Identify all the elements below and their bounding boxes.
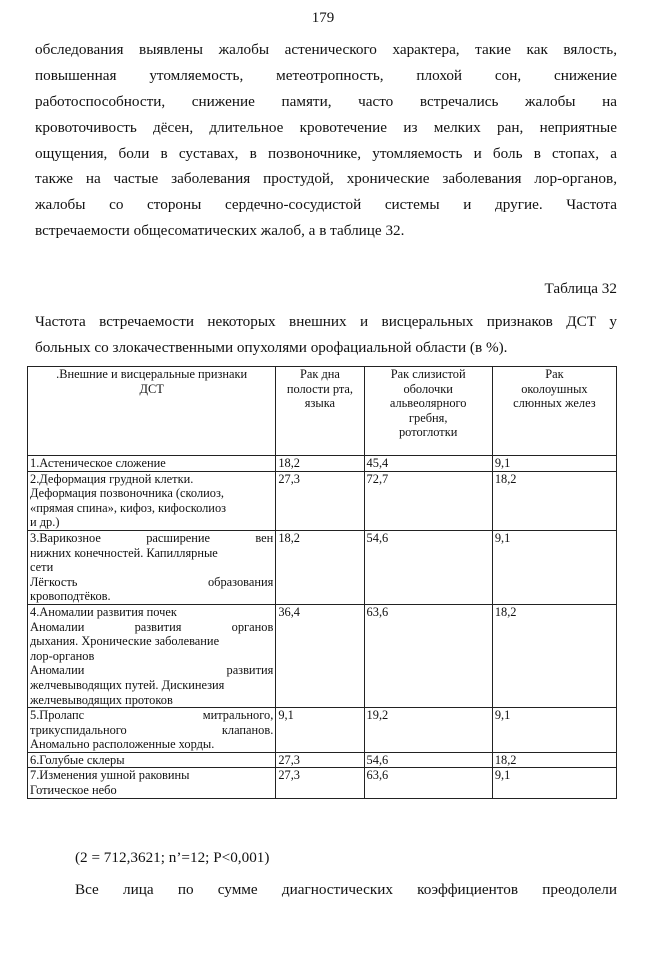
- value-cell: 63,6: [364, 604, 492, 707]
- value-cell: 72,7: [364, 471, 492, 530]
- paragraph-line: встречаемости общесоматических жалоб, а в таблице 32.: [35, 222, 405, 240]
- caption-line: больных со злокачественными опухолями орофациальной области (в %).: [35, 339, 508, 356]
- value-cell: 27,3: [276, 752, 364, 768]
- paragraph-line: обследования выявлены жалобы астенического характера, такие как вялость,: [35, 41, 617, 58]
- header-signs: .Внешние и висцеральные признаки ДСТ: [28, 367, 276, 456]
- value-cell: 18,2: [276, 456, 364, 472]
- table-header-row: [28, 367, 617, 456]
- page-number: 179: [311, 10, 335, 26]
- table-row: [28, 708, 617, 753]
- header-mucosa-cancer: Рак слизистой оболочки альвеолярного гребня, ротоглотки: [364, 367, 492, 456]
- value-cell: 18,2: [492, 752, 616, 768]
- paragraph-line: ощущения, боли в суставах, в позвоночнике, утомляемость и боль в стопах, а: [35, 144, 617, 162]
- table-row: [28, 752, 617, 768]
- value-cell: 9,1: [492, 456, 616, 472]
- sign-cell: 1.Астеническое сложение: [28, 456, 276, 472]
- dst-signs-table: [27, 366, 617, 799]
- paragraph-line: работоспособности, снижение памяти, часто встречались жалобы на: [35, 92, 617, 110]
- value-cell: 27,3: [276, 768, 364, 798]
- value-cell: 27,3: [276, 471, 364, 530]
- chi-square-statistic: (2 = 712,3621; n’=12; P<0,001): [75, 849, 270, 866]
- table-row: [28, 456, 617, 472]
- header-parotid-cancer: Рак околоушных слюнных желез: [492, 367, 616, 456]
- table-row: [28, 604, 617, 707]
- value-cell: 18,2: [492, 604, 616, 707]
- value-cell: 45,4: [364, 456, 492, 472]
- table-row: [28, 530, 617, 604]
- table-row: [28, 768, 617, 798]
- paragraph-line: жалобы со стороны сердечно-сосудистой системы и другие. Частота: [35, 196, 617, 214]
- sign-cell: 6.Голубые склеры: [28, 752, 276, 768]
- header-oral-floor-cancer: Рак дна полости рта, языка: [276, 367, 364, 456]
- paragraph-line: повышенная утомляемость, метеотропность, плохой сон, снижение: [35, 66, 617, 84]
- table-label: Таблица 32: [544, 280, 617, 297]
- value-cell: 18,2: [276, 530, 364, 604]
- sign-cell: 5.Пролапс митрального, трикуспидального клапанов. Аномально расположенные хорды.: [28, 708, 276, 753]
- value-cell: 19,2: [364, 708, 492, 753]
- value-cell: 63,6: [364, 768, 492, 798]
- table-caption: [35, 309, 617, 361]
- body-paragraph: [35, 37, 617, 244]
- value-cell: 9,1: [492, 530, 616, 604]
- value-cell: 18,2: [492, 471, 616, 530]
- trailing-paragraph-line: Все лица по сумме диагностических коэффициентов преодолели: [75, 881, 617, 898]
- table-row: [28, 471, 617, 530]
- value-cell: 9,1: [492, 708, 616, 753]
- sign-cell: 2.Деформация грудной клетки. Деформация позвоночника (сколиоз, «прямая спина», кифоз, кифосколиоз и др.): [28, 471, 276, 530]
- caption-line: Частота встречаемости некоторых внешних и висцеральных признаков ДСТ у: [35, 313, 617, 330]
- sign-cell: 7.Изменения ушной раковины Готическое небо: [28, 768, 276, 798]
- value-cell: 36,4: [276, 604, 364, 707]
- sign-cell: 4.Аномалии развития почек Аномалии развития органов дыхания. Хронические заболевание лор-органов Аномалии развития желчевыводящих путей. Дискинезия желчевыводящих протоков: [28, 604, 276, 707]
- value-cell: 54,6: [364, 752, 492, 768]
- value-cell: 9,1: [276, 708, 364, 753]
- sign-cell: 3.Варикозное расширение вен нижних конечностей. Капиллярные сети Лёгкость образования кровоподтёков.: [28, 530, 276, 604]
- value-cell: 54,6: [364, 530, 492, 604]
- paragraph-line: кровоточивость дёсен, длительное кровотечение из мелких ран, неприятные: [35, 118, 617, 136]
- paragraph-line: также на частые заболевания простудой, хронические заболевания лор-органов,: [35, 170, 617, 188]
- value-cell: 9,1: [492, 768, 616, 798]
